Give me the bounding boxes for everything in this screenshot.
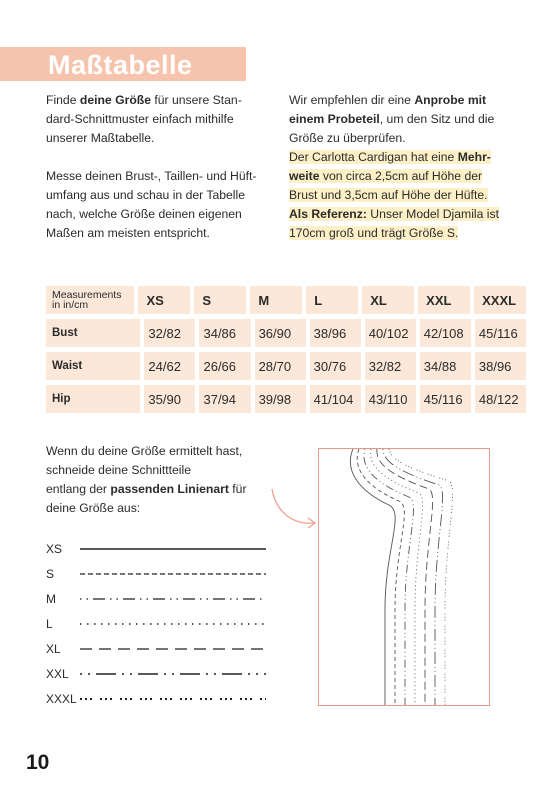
table-cell: 32/82 xyxy=(365,352,416,380)
line-dashed xyxy=(80,566,270,582)
row-label: Hip xyxy=(46,385,140,413)
pattern-curves xyxy=(319,449,489,705)
table-row xyxy=(46,352,530,380)
table-cell: 34/88 xyxy=(420,352,471,380)
legend-label: L xyxy=(46,617,53,631)
legend-label: XXL xyxy=(46,667,69,681)
size-header: M xyxy=(250,286,302,314)
table-cell: 28/70 xyxy=(255,352,306,380)
size-table xyxy=(46,286,530,418)
size-header: XL xyxy=(362,286,414,314)
legend-label: XL xyxy=(46,642,61,656)
table-header-row xyxy=(46,286,530,314)
intro-left: Finde deine Größe für unsere Stan- dard-Schnittmuster einfach mithilfe unserer Maßtabelle. Messe deinen Brust-, Taillen- und Hüft- umfang aus und schau in der Tabelle nach, welche Größe deinen eigenen Maßen am meisten entspricht. xyxy=(46,93,257,240)
line-solid xyxy=(80,541,270,557)
page-title: Maßtabelle xyxy=(48,50,193,80)
table-cell: 34/86 xyxy=(199,319,250,347)
table-cell: 45/116 xyxy=(475,319,526,347)
table-cell: 24/62 xyxy=(144,352,195,380)
legend-row-s xyxy=(46,562,286,587)
size-header: S xyxy=(194,286,246,314)
table-cell: 38/96 xyxy=(310,319,361,347)
table-cell: 36/90 xyxy=(255,319,306,347)
table-row xyxy=(46,319,530,347)
table-cell: 40/102 xyxy=(365,319,416,347)
legend-row-l xyxy=(46,612,286,637)
size-header: L xyxy=(306,286,358,314)
arrow-icon xyxy=(268,485,322,535)
table-cell: 48/122 xyxy=(475,385,526,413)
table-cell: 37/94 xyxy=(199,385,250,413)
legend-row-xl xyxy=(46,637,286,662)
intro-right: Wir empfehlen dir eine Anprobe mit einem Probeteil, um den Sitz und die Größe zu überprüfen. Der Carlotta Cardigan hat eine Mehr- weite von circa 2,5cm auf Höhe der Brust und 3,5cm auf Höhe der Hüfte. Als Referenz: Unser Model Djamila ist 170cm groß und trägt Größe S. xyxy=(289,93,499,240)
line-long-dash-dot xyxy=(80,666,270,682)
legend-row-xxl xyxy=(46,662,286,687)
size-header: XXXL xyxy=(474,286,526,314)
table-cell: 35/90 xyxy=(144,385,195,413)
table-cell: 26/66 xyxy=(199,352,250,380)
table-header-label: Measurements in in/cm xyxy=(46,286,134,314)
legend-row-xxxl xyxy=(46,687,286,712)
table-cell: 32/82 xyxy=(144,319,195,347)
table-cell: 38/96 xyxy=(475,352,526,380)
page-number: 10 xyxy=(26,751,50,774)
legend-label: XS xyxy=(46,542,63,556)
legend-label: S xyxy=(46,567,55,581)
table-row xyxy=(46,385,530,413)
line-long-dash xyxy=(80,641,270,657)
row-label: Waist xyxy=(46,352,140,380)
cut-instructions: Wenn du deine Größe ermittelt hast, schneide deine Schnittteile entlang der passenden Linienart für deine Größe aus: xyxy=(46,444,247,515)
table-cell: 30/76 xyxy=(310,352,361,380)
size-header: XS xyxy=(138,286,190,314)
legend-row-xs xyxy=(46,537,286,562)
table-cell: 42/108 xyxy=(420,319,471,347)
size-header: XXL xyxy=(418,286,470,314)
line-dash-dot xyxy=(80,591,270,607)
row-label: Bust xyxy=(46,319,140,347)
table-cell: 39/98 xyxy=(255,385,306,413)
legend-label: XXXL xyxy=(46,692,77,706)
line-dotted xyxy=(80,616,270,632)
legend-label: M xyxy=(46,592,56,606)
pattern-lines-diagram xyxy=(318,448,490,706)
table-cell: 45/116 xyxy=(420,385,471,413)
table-cell: 41/104 xyxy=(310,385,361,413)
line-legend xyxy=(46,537,286,712)
line-dot-groups xyxy=(80,691,270,707)
legend-row-m xyxy=(46,587,286,612)
table-cell: 43/110 xyxy=(365,385,416,413)
